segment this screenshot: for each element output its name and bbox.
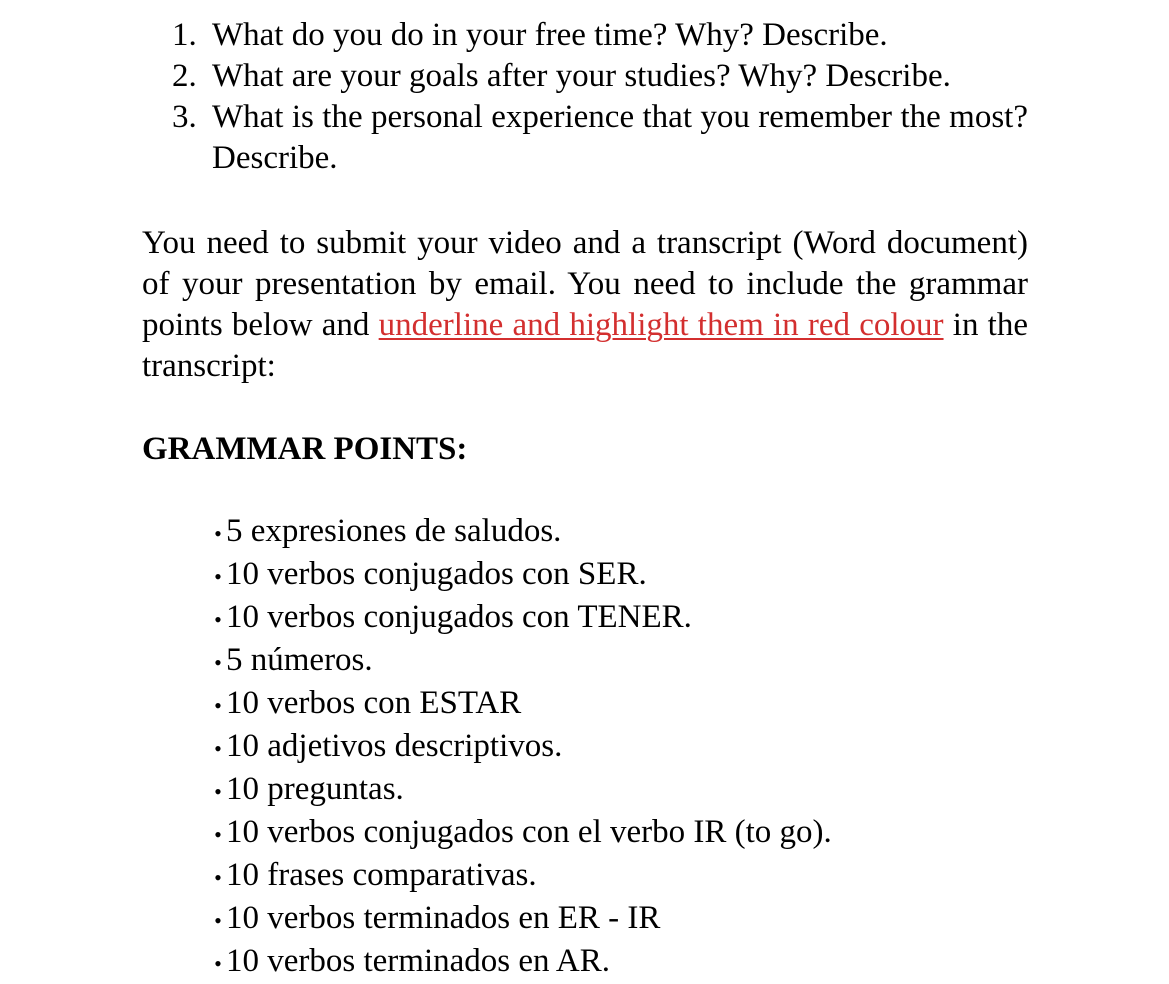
question-text: What are your goals after your studies? Why? Describe. [212,58,951,94]
grammar-point-text: 10 verbos conjugados con SER. [226,556,647,592]
grammar-point-item [210,683,832,726]
grammar-point-item [210,898,832,941]
bullet-icon: • [214,779,222,804]
bullet-icon: • [214,951,222,976]
bullet-icon: • [214,650,222,675]
question-list [142,15,1028,179]
grammar-point-item [210,812,832,855]
bullet-icon: • [214,521,222,546]
grammar-points-heading: GRAMMAR POINTS: [142,431,468,467]
question-number: 3. [172,99,197,135]
grammar-point-item [210,640,832,683]
grammar-point-text: 10 preguntas. [226,771,404,807]
grammar-point-item [210,855,832,898]
grammar-point-item [210,597,832,640]
question-item [142,56,1028,97]
bullet-icon: • [214,564,222,589]
grammar-point-text: 10 verbos con ESTAR [226,685,522,721]
highlight-instruction-link[interactable]: underline and highlight them in red colour [378,307,944,343]
question-item [142,97,1028,179]
bullet-icon: • [214,607,222,632]
bullet-icon: • [214,822,222,847]
grammar-points-list [210,511,832,984]
bullet-icon: • [214,865,222,890]
grammar-point-item [210,511,832,554]
instructions-text-before: You need to submit your video and a transcript (Word document) of your presentation by email. You need to include the grammar points below and [142,225,1028,343]
grammar-point-text: 10 verbos terminados en AR. [226,943,611,979]
grammar-point-text: 10 frases comparativas. [226,857,537,893]
question-number: 2. [172,58,197,94]
question-number: 1. [172,17,197,53]
bullet-icon: • [214,736,222,761]
grammar-point-text: 10 adjetivos descriptivos. [226,728,563,764]
grammar-point-text: 10 verbos terminados en ER - IR [226,900,661,936]
grammar-point-item [210,554,832,597]
question-item [142,15,1028,56]
grammar-point-item [210,769,832,812]
bullet-icon: • [214,693,222,718]
grammar-point-text: 5 expresiones de saludos. [226,513,562,549]
instructions-paragraph [142,223,1028,387]
grammar-point-text: 5 números. [226,642,373,678]
question-text: What do you do in your free time? Why? Describe. [212,17,888,53]
instructions-text-after: in the transcript: [142,307,1028,384]
grammar-point-item [210,726,832,769]
bullet-icon: • [214,908,222,933]
grammar-point-text: 10 verbos conjugados con TENER. [226,599,692,635]
grammar-point-item [210,941,832,984]
grammar-point-text: 10 verbos conjugados con el verbo IR (to go). [226,814,832,850]
question-text: What is the personal experience that you remember the most? Describe. [212,99,1028,176]
